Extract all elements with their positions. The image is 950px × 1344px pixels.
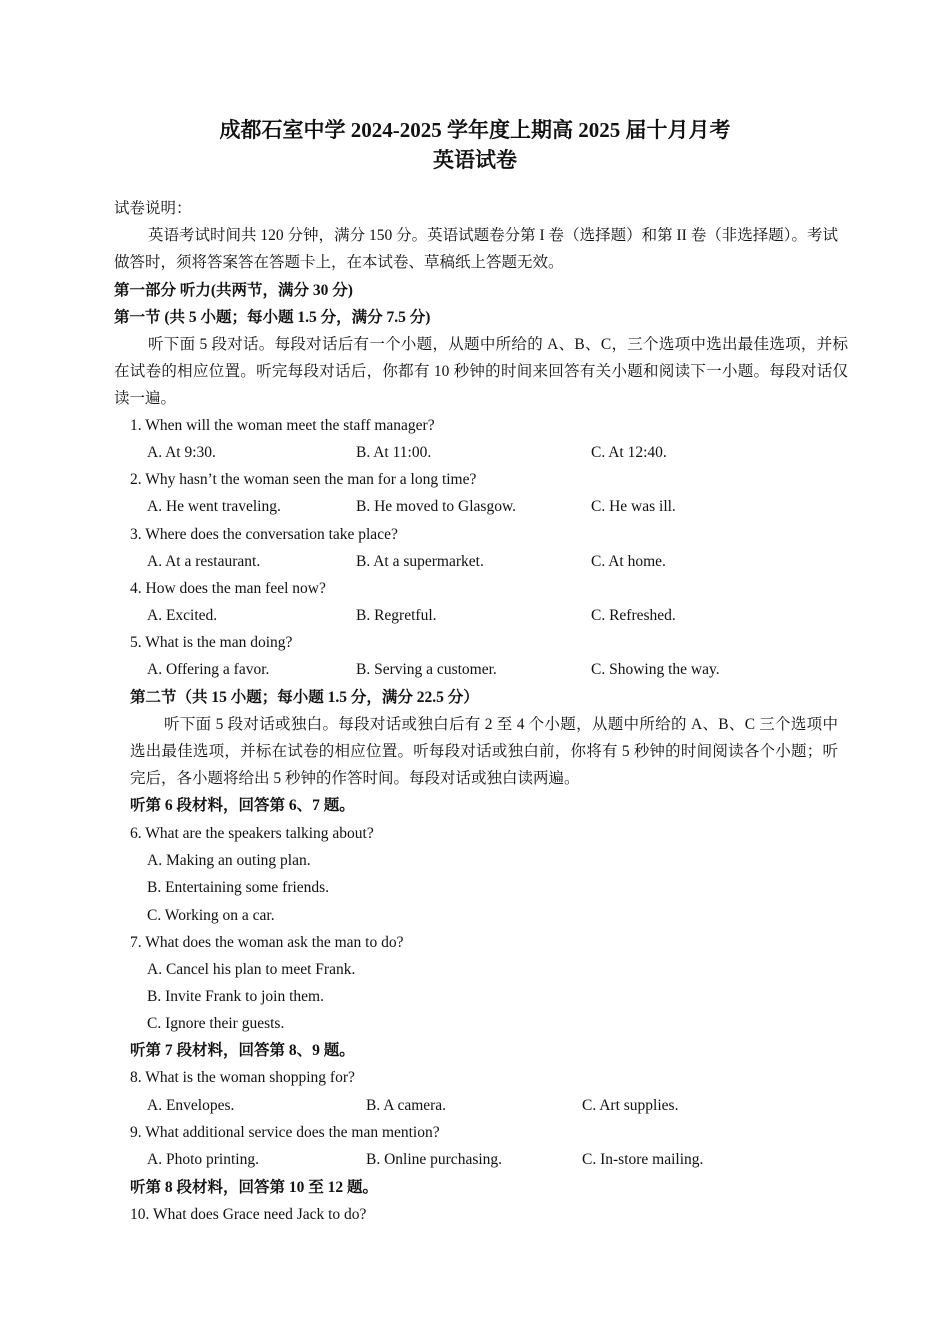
option-a: A. At 9:30.	[147, 444, 216, 461]
option-b: B. A camera.	[366, 1097, 447, 1114]
material-heading: 听第 7 段材料，回答第 8、9 题。	[130, 1042, 355, 1059]
question-text: 9. What additional service does the man mention?	[130, 1124, 440, 1141]
option-a: A. Cancel his plan to meet Frank.	[147, 961, 356, 978]
option-a: A. Photo printing.	[147, 1151, 259, 1168]
option-a: A. At a restaurant.	[147, 553, 261, 570]
option-b: B. Online purchasing.	[366, 1151, 503, 1168]
instructions-label: 试卷说明：	[114, 200, 192, 217]
question-text: 1. When will the woman meet the staff manager?	[130, 417, 435, 434]
question-text: 6. What are the speakers talking about?	[130, 825, 374, 842]
option-b: B. At 11:00.	[356, 444, 432, 461]
option-c: C. Showing the way.	[591, 661, 720, 678]
option-b: B. At a supermarket.	[356, 553, 484, 570]
instructions-text: 英语考试时间共 120 分钟，满分 150 分。英语试题卷分第 I 卷（选择题）和第 II 卷（非选择题）。考试做答时，须将答案答在答题卡上，在本试卷、草稿纸上答题无效。	[114, 227, 838, 271]
question-text: 7. What does the woman ask the man to do?	[130, 934, 404, 951]
option-c: C. Working on a car.	[147, 907, 275, 924]
question-text: 10. What does Grace need Jack to do?	[130, 1206, 367, 1223]
option-c: C. Art supplies.	[582, 1097, 679, 1114]
material-heading: 听第 8 段材料，回答第 10 至 12 题。	[130, 1179, 379, 1196]
option-b: B. Entertaining some friends.	[147, 879, 330, 896]
option-b: B. Invite Frank to join them.	[147, 988, 324, 1005]
exam-subtitle: 英语试卷	[433, 148, 517, 172]
material-heading: 听第 6 段材料，回答第 6、7 题。	[130, 797, 355, 814]
question-text: 4. How does the man feel now?	[130, 580, 326, 597]
exam-title: 成都石室中学 2024-2025 学年度上期高 2025 届十月月考	[219, 118, 731, 142]
option-a: A. Offering a favor.	[147, 661, 270, 678]
option-c: C. At 12:40.	[591, 444, 667, 461]
question-text: 5. What is the man doing?	[130, 634, 293, 651]
part1-heading: 第一部分 听力(共两节，满分 30 分)	[114, 282, 353, 299]
option-b: B. Serving a customer.	[356, 661, 497, 678]
section1-heading: 第一节 (共 5 小题；每小题 1.5 分，满分 7.5 分)	[114, 309, 431, 326]
option-a: A. Making an outing plan.	[147, 852, 311, 869]
question-text: 2. Why hasn’t the woman seen the man for a long time?	[130, 471, 477, 488]
option-a: A. Excited.	[147, 607, 218, 624]
option-c: C. He was ill.	[591, 498, 676, 515]
question-text: 3. Where does the conversation take place?	[130, 526, 398, 543]
option-a: A. He went traveling.	[147, 498, 281, 515]
option-b: B. He moved to Glasgow.	[356, 498, 517, 515]
question-text: 8. What is the woman shopping for?	[130, 1069, 355, 1086]
option-c: C. In-store mailing.	[582, 1151, 704, 1168]
option-a: A. Envelopes.	[147, 1097, 235, 1114]
section2-heading: 第二节（共 15 小题；每小题 1.5 分，满分 22.5 分）	[130, 689, 479, 706]
option-c: C. Ignore their guests.	[147, 1015, 285, 1032]
option-b: B. Regretful.	[356, 607, 437, 624]
option-c: C. Refreshed.	[591, 607, 676, 624]
section2-directions: 听下面 5 段对话或独白。每段对话或独白后有 2 至 4 个小题，从题中所给的 A、B、C 三个选项中选出最佳选项，并标在试卷的相应位置。听每段对话或独白前，你将有 5 秒钟的时间阅读各个小题；听完后，各小题将给出 5 秒钟的作答时间。每段对话或独白读两遍。	[130, 716, 838, 787]
section1-directions: 听下面 5 段对话。每段对话后有一个小题，从题中所给的 A、B、C，三个选项中选出最佳选项，并标在试卷的相应位置。听完每段对话后，你都有 10 秒钟的时间来回答有关小题和阅读下一小题。每段对话仅读一遍。	[114, 336, 848, 407]
option-c: C. At home.	[591, 553, 666, 570]
